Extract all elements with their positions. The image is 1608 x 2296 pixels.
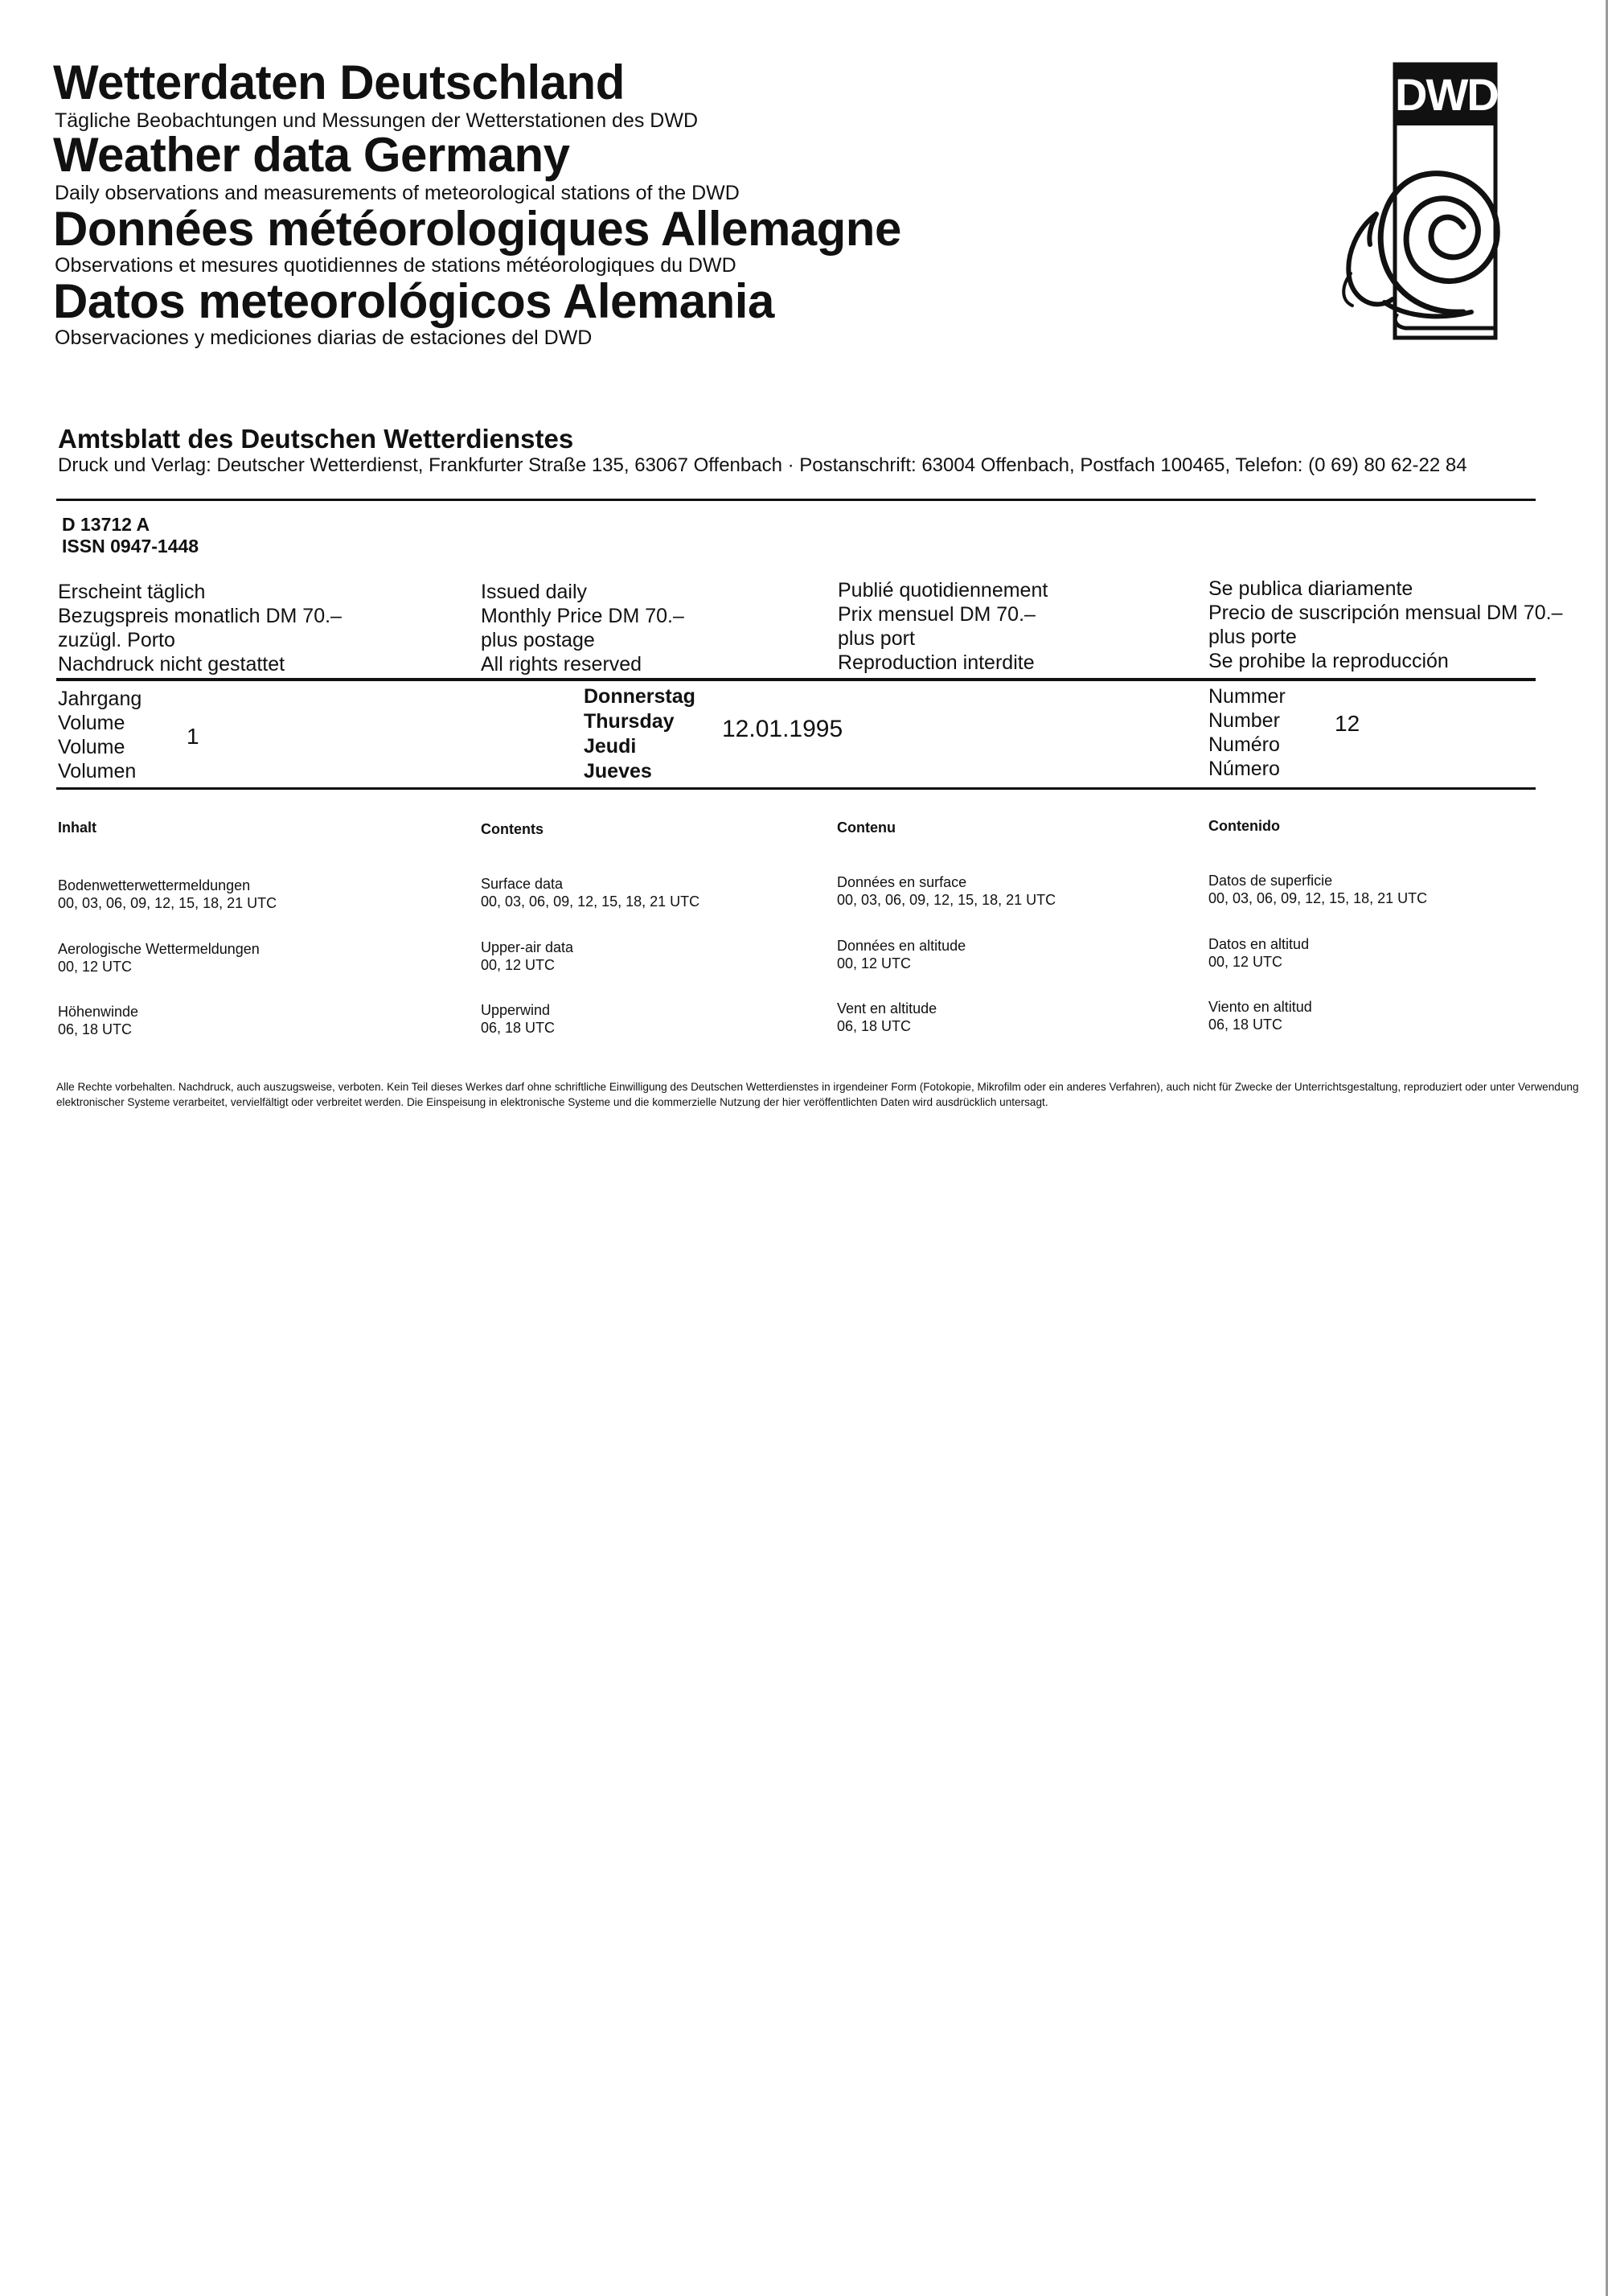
subscription-es-line: plus porte bbox=[1208, 626, 1297, 648]
title-es: Datos meteorológicos Alemania bbox=[53, 274, 774, 328]
subscription-en-line: plus postage bbox=[481, 629, 595, 651]
contents-item-times: 06, 18 UTC bbox=[481, 1020, 556, 1036]
divider-subscription bbox=[56, 678, 1536, 681]
contents-column-fr bbox=[837, 819, 1056, 1035]
subscription-en-line: Issued daily bbox=[481, 581, 588, 603]
subscription-es bbox=[1208, 577, 1562, 673]
subscription-es-line: Se publica diariamente bbox=[1208, 577, 1413, 600]
contents-item-name: Höhenwinde bbox=[58, 1004, 139, 1020]
contents-item-name: Viento en altitud bbox=[1208, 999, 1312, 1015]
subtitle-de: Tägliche Beobachtungen und Messungen der Wetterstationen des DWD bbox=[55, 109, 699, 132]
contents-item-times: 00, 03, 06, 09, 12, 15, 18, 21 UTC bbox=[837, 892, 1056, 908]
contents-item-name: Aerologische Wettermeldungen bbox=[58, 941, 260, 957]
contents-item-name: Upper-air data bbox=[481, 939, 574, 955]
contents-heading: Contenido bbox=[1208, 818, 1280, 834]
contents-item-times: 00, 12 UTC bbox=[58, 959, 133, 975]
subscription-en bbox=[481, 580, 684, 676]
subscription-de-line: zuzügl. Porto bbox=[58, 629, 175, 651]
logo-lettering: DWD bbox=[1395, 69, 1498, 120]
number-label: Numéro bbox=[1208, 733, 1280, 756]
weekday-label: Thursday bbox=[584, 710, 675, 733]
publisher-title: Amtsblatt des Deutschen Wetterdienstes bbox=[58, 424, 574, 454]
number-label: Number bbox=[1208, 709, 1280, 732]
number-labels bbox=[1208, 684, 1286, 781]
contents-item-times: 00, 12 UTC bbox=[481, 957, 556, 973]
contents-item-name: Surface data bbox=[481, 876, 564, 892]
subtitle-es: Observaciones y mediciones diarias de estaciones del DWD bbox=[55, 327, 593, 349]
contents-item-times: 00, 03, 06, 09, 12, 15, 18, 21 UTC bbox=[58, 895, 277, 911]
subscription-fr-line: Prix mensuel DM 70.– bbox=[838, 603, 1036, 626]
contents-item-times: 00, 12 UTC bbox=[837, 955, 912, 971]
legal-notice: Alle Rechte vorbehalten. Nachdruck, auch auszugsweise, verboten. Kein Teil dieses Werkes darf ohne schriftliche Einwilligung des Deutschen Wetterdienstes in irgendeiner Form (Fotokopie, Mikrofilm oder ein anderes Verfahren), auch nicht für Zwecke der Unterrichtsgestaltung, reproduziert oder unter Verwendung elektronischer Systeme verarbeitet, vervielfältigt oder verbreitet werden. Die Einspeisung in elektronische Systeme und die kommerzielle Nutzung der hier veröffentlichten Daten wird ausdrücklich untersagt. bbox=[56, 1081, 1579, 1108]
subscription-en-line: All rights reserved bbox=[481, 653, 642, 676]
volume-label: Volume bbox=[58, 736, 125, 758]
subscription-en-line: Monthly Price DM 70.– bbox=[481, 605, 684, 627]
contents-item-name: Upperwind bbox=[481, 1002, 551, 1018]
contents-heading: Inhalt bbox=[58, 819, 96, 836]
contents-heading: Contents bbox=[481, 821, 544, 837]
contents-column-de bbox=[58, 819, 277, 1038]
subscription-fr bbox=[838, 578, 1048, 675]
subscription-fr-line: Publié quotidiennement bbox=[838, 579, 1048, 602]
title-fr: Données météorologiques Allemagne bbox=[53, 202, 901, 256]
issue-date: 12.01.1995 bbox=[722, 716, 843, 742]
contents-item-times: 06, 18 UTC bbox=[58, 1021, 133, 1037]
title-de: Wetterdaten Deutschland bbox=[53, 55, 625, 109]
weekday-labels bbox=[584, 684, 695, 784]
subscription-fr-line: plus port bbox=[838, 627, 915, 650]
volume-number: 1 bbox=[187, 724, 199, 749]
weekday-label: Donnerstag bbox=[584, 685, 695, 708]
contents-item-name: Données en altitude bbox=[837, 938, 966, 954]
subtitle-en: Daily observations and measurements of meteorological stations of the DWD bbox=[55, 182, 740, 204]
contents-item-name: Datos de superficie bbox=[1208, 873, 1333, 889]
contents-item-name: Datos en altitud bbox=[1208, 936, 1310, 952]
weekday-label: Jeudi bbox=[584, 735, 637, 758]
number-label: Número bbox=[1208, 758, 1280, 780]
contents-column-es bbox=[1208, 817, 1427, 1033]
number-label: Nummer bbox=[1208, 685, 1286, 708]
contents-item-times: 00, 03, 06, 09, 12, 15, 18, 21 UTC bbox=[1208, 890, 1428, 906]
contents-heading: Contenu bbox=[837, 819, 896, 836]
title-en: Weather data Germany bbox=[53, 128, 570, 182]
subscription-de bbox=[58, 580, 342, 676]
subscription-de-line: Erscheint täglich bbox=[58, 581, 206, 603]
contents-item-times: 06, 18 UTC bbox=[1208, 1017, 1283, 1033]
subtitle-fr: Observations et mesures quotidiennes de stations météorologiques du DWD bbox=[55, 254, 736, 277]
contents-item-name: Vent en altitude bbox=[837, 1000, 937, 1017]
contents-item-name: Bodenwetterwettermeldungen bbox=[58, 877, 251, 893]
volume-label: Volume bbox=[58, 712, 125, 734]
subscription-es-line: Precio de suscripción mensual DM 70.– bbox=[1208, 602, 1563, 624]
publisher-address: Druck und Verlag: Deutscher Wetterdienst, Frankfurter Straße 135, 63067 Offenbach · Postanschrift: 63004 Offenbach, Postfach 100465, Telefon: (0 69) 80 62-22 84 bbox=[58, 454, 1467, 476]
contents-item-name: Données en surface bbox=[837, 874, 967, 890]
contents-column-en bbox=[481, 820, 699, 1037]
subscription-es-line: Se prohibe la reproducción bbox=[1208, 650, 1449, 672]
publication-code: D 13712 A bbox=[62, 514, 150, 535]
contents-item-times: 00, 03, 06, 09, 12, 15, 18, 21 UTC bbox=[481, 893, 700, 910]
contents-item-times: 06, 18 UTC bbox=[837, 1018, 912, 1034]
volume-label: Volumen bbox=[58, 760, 137, 782]
subscription-de-line: Nachdruck nicht gestattet bbox=[58, 653, 285, 676]
issn: ISSN 0947-1448 bbox=[62, 536, 199, 557]
divider-publisher bbox=[56, 499, 1536, 501]
weekday-label: Jueves bbox=[584, 760, 652, 782]
issue-number: 12 bbox=[1335, 711, 1360, 736]
contents-item-times: 00, 12 UTC bbox=[1208, 954, 1283, 970]
volume-label: Jahrgang bbox=[58, 688, 142, 710]
subscription-de-line: Bezugspreis monatlich DM 70.– bbox=[58, 605, 342, 627]
divider-issue bbox=[56, 787, 1536, 790]
subscription-fr-line: Reproduction interdite bbox=[838, 651, 1035, 674]
volume-labels bbox=[58, 687, 142, 783]
